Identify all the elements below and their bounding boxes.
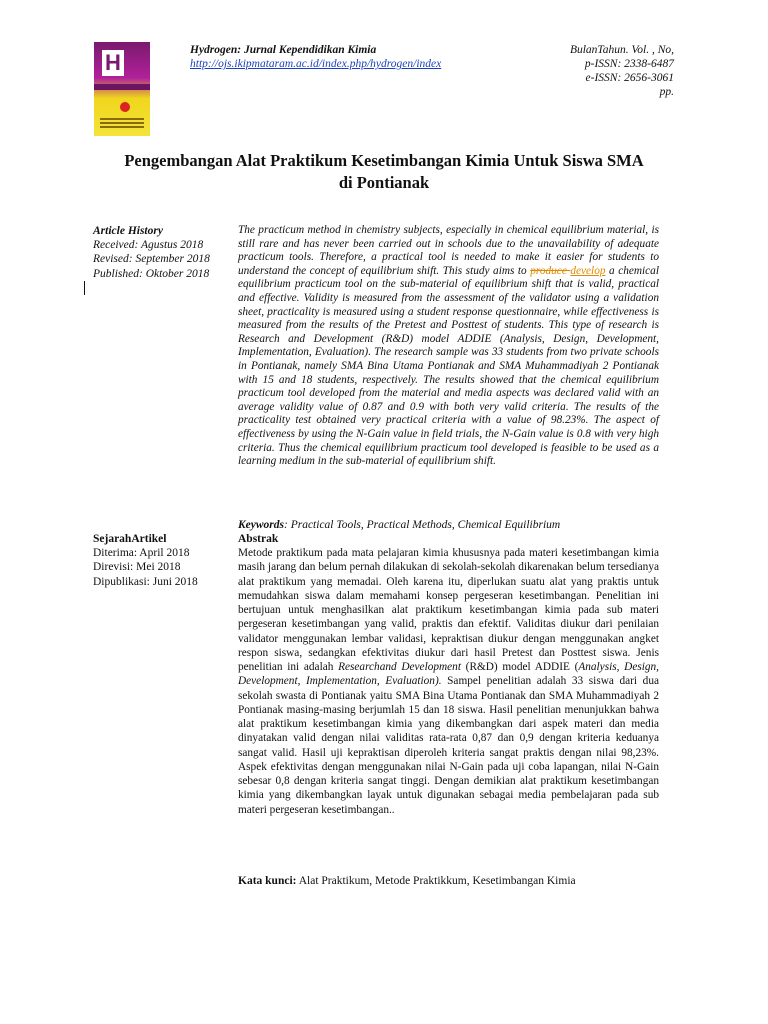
direvisi-date: Direvisi: Mei 2018 [93,561,181,574]
article-history [93,224,233,281]
abstrak-italic1: Researchand Development [338,661,461,673]
abstrak-italic2: Analysis, Design, Development, Implementation, Evaluation). [238,661,659,688]
pages: pp. [659,86,674,98]
text-cursor [84,281,85,295]
diterima-date: Diterima: April 2018 [93,547,190,560]
article-history-label: Article History [93,225,163,237]
abstrak-part3: Sampel penelitian adalah 33 siswa dari dua sekolah swasta di Pontianak yaitu SMA Bina Utama Pontianak dan SMA Muhammadiyah 2 Pontianak masing-masing berjumlah 15 dan 18 siswa. Hasil penelitian menunjukkan bahwa alat praktikum kesetimbangan kimia yang dikembangkan dari aspek materi dan media dinyatakan valid dengan nilai validitas rata-rata 0,87 dan 0,9 dengan kriteria keduanya sangat valid. Hasil uji kepraktisan diperoleh kriteria sangat praktis dengan nilai 98,23%. Aspek efektivitas dengan menggunakan nilai N-Gain pada uji coba lapangan, nilai N-Gain sebesar 0,8 dengan kriteria sangat tinggi. Dengan demikian alat praktikum kesetimbangan kimia yang dikembangkan layak untuk digunakan sebagai media pembelajaran pada sub materi pergeseran kesetimbangan.. [238,675,659,816]
kata-kunci [238,874,576,888]
paper-title-line-1: Pengembangan Alat Praktikum Kesetimbangan Kimia Untuk Siswa SMA [124,151,644,170]
dipublikasi-date: Dipublikasi: Juni 2018 [93,575,198,588]
p-issn: p-ISSN: 2338-6487 [584,58,674,70]
tracked-insertion[interactable]: develop [570,264,606,277]
keywords [238,518,659,532]
abstract-english [238,224,659,469]
received-date: Received: Agustus 2018 [93,239,204,252]
journal-name: Hydrogen: Jurnal Kependidikan Kimia [190,44,377,56]
cover-text-lines [100,118,144,120]
tracked-deletion[interactable]: produce [530,264,571,277]
journal-cover-image [94,42,150,136]
issn-block [570,43,674,99]
abstrak-heading: Abstrak [238,533,279,545]
journal-header [190,43,441,71]
journal-url-link[interactable]: http://ojs.ikipmataram.ac.id/index.php/hydrogen/index [190,58,442,70]
published-date: Published: Oktober 2018 [93,267,210,280]
keywords-label: Keywords [238,519,284,531]
abstract-en-part2: a chemical equilibrium practicum tool on the sub-material of equilibrium shift that is valid, practical and effective. Validity is measured from the assessment of the validator using a validation sheet, practicality is measured using a student response questionnaire, while effectiveness is measured from the results of the Pretest and Posttest of students. This type of research is Research and Development (R&D) model ADDIE (Analysis, Design, Development, Implementation, Evaluation). The research sample was 33 students from two private schools in Pontianak, namely SMA Bina Utama Pontianak and SMA Muhammadiyah 2 Pontianak with 15 and 18 students, respectively. The results showed that the chemical equilibrium practicum tool developed from the material and media aspects was declared valid with an average validity value of 0.87 and 0.9 with both very valid criteria. The results of the practicality test obtained very practical criteria with a value of 98.23%. The aspect of effectiveness by using the N-Gain value in field trials, the N-Gain value is 0.8 with very high criteria. Thus the chemical equilibrium practicum tool developed is feasible to be used as a learning medium in the sub-material of equilibrium shift. [238,264,659,468]
kata-kunci-label: Kata kunci: [238,875,297,887]
kata-kunci-value: Alat Praktikum, Metode Praktikkum, Kesetimbangan Kimia [296,875,576,887]
sejarah-artikel [93,532,233,589]
paper-title [90,150,678,194]
abstrak-indonesian [238,546,659,817]
paper-title-line-2: di Pontianak [338,173,430,192]
cover-band [94,84,150,90]
issue-info: BulanTahun. Vol. , No, [569,44,674,56]
sejarah-artikel-label: SejarahArtikel [93,533,167,545]
revised-date: Revised: September 2018 [93,253,210,266]
abstract-en-part1: The practicum method in chemistry subjects, especially in chemical equilibrium material, is still rare and has never been carried out in schools due to the unavailability of adequate practicum tools. Therefore, a practical tool is needed to make it easier for students to understand the concept of equilibrium shift. This study aims to [238,224,659,277]
keywords-value: : Practical Tools, Practical Methods, Chemical Equilibrium [284,519,561,531]
abstrak-part2: (R&D) model ADDIE ( [460,661,579,673]
abstrak-part1: Metode praktikum pada mata pelajaran kimia khususnya pada materi kesetimbangan kimia masih jarang dan belum pernah dilakukan di sekolah-sekolah dikarenakan belum tersedianya alat praktikum yang memadai. Oleh karena itu, diperlukan suatu alat yang praktis untuk memudahkan siswa dalam memahami konsep pergeseran kesetimbangan. Penelitian ini bertujuan untuk menghasilkan alat praktikum kesetimbangan kimia pada sub materi pergeseran kesetimbangan yang valid, praktis dan efektif. Validitas diukur dari penilaian validator menggunakan lembar validasi, kepraktisan diukur dengan menggunakan angket respon siswa, sedangkan efektivitas diukur dari hasil Pretest dan Posttest siswa. Jenis penelitian ini adalah [238,547,659,673]
cover-molecule-icon [120,102,130,112]
cover-logo-letter: H [102,50,124,76]
e-issn: e-ISSN: 2656-3061 [585,72,674,84]
